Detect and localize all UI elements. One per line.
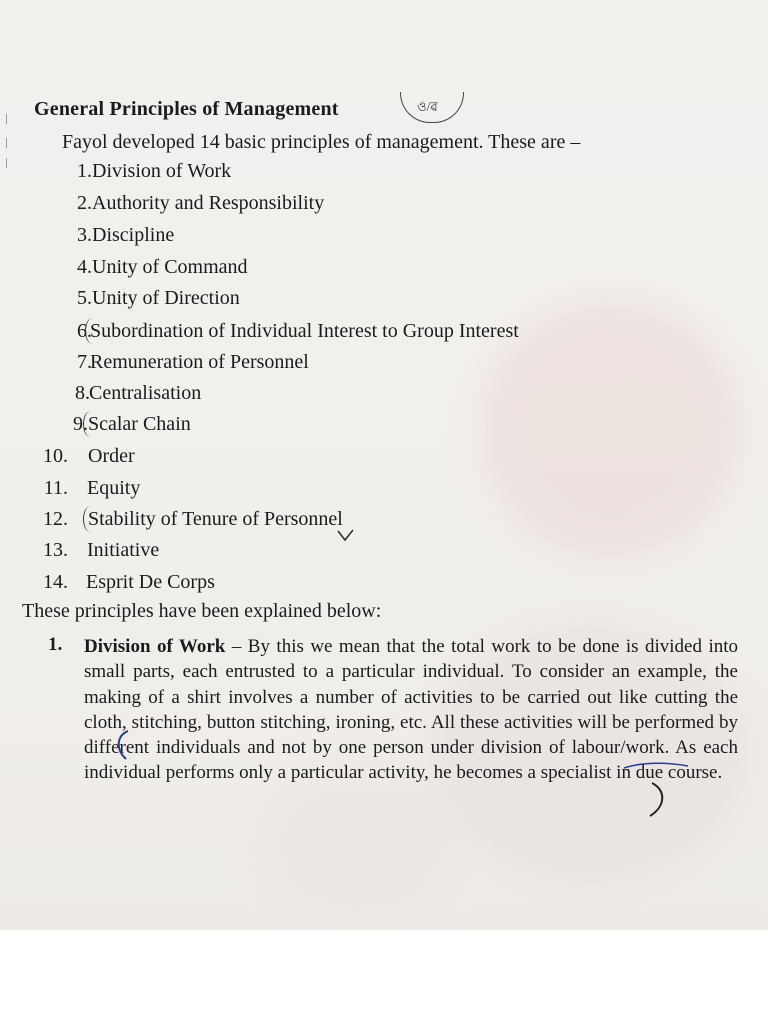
margin-tick (0, 158, 7, 168)
pen-bracket-mark (110, 728, 134, 762)
intro-line: Fayol developed 14 basic principles of management. These are – (62, 131, 581, 153)
list-item-number: 5. (77, 287, 92, 309)
handwritten-margin-note (400, 92, 464, 123)
section-number: 1. (48, 634, 63, 655)
pen-checkmark (336, 528, 356, 544)
list-item-number: 3. (77, 224, 92, 246)
margin-note-text: ও/ৱ (417, 99, 438, 114)
list-item-label: Remuneration of Personnel (90, 351, 309, 373)
list-item-number: 12. (43, 508, 68, 530)
list-item-label: Stability of Tenure of Personnel (88, 508, 343, 530)
list-item-label: Initiative (87, 539, 160, 561)
list-item-label: Authority and Responsibility (92, 192, 325, 214)
list-item-number: 10. (43, 445, 68, 467)
list-item-label: Esprit De Corps (86, 571, 215, 593)
margin-tick (0, 114, 7, 124)
list-item-label: Order (88, 445, 135, 467)
list-item-number: 2. (77, 192, 92, 214)
list-item-number: 14. (43, 571, 68, 593)
list-item-number: 1. (77, 160, 92, 182)
list-item-label: Unity of Direction (92, 287, 240, 309)
list-item-label: Subordination of Individual Interest to Group Interest (90, 320, 519, 342)
list-item-label: Equity (87, 477, 141, 499)
section-title: Division of Work (84, 636, 226, 657)
page-heading: General Principles of Management (34, 98, 339, 120)
list-item-label: Discipline (92, 224, 175, 246)
list-item-number: 8. (75, 382, 90, 404)
list-item-number: 11. (43, 477, 68, 499)
list-item-number: 9. (73, 413, 88, 435)
list-item-label: Scalar Chain (88, 413, 191, 435)
list-item-label: Unity of Command (92, 256, 248, 278)
paper-stain (480, 300, 740, 560)
list-item-label: Centralisation (89, 382, 202, 404)
explained-line: These principles have been explained below: (22, 600, 382, 622)
margin-tick (0, 138, 7, 148)
section-body: – By this we mean that the total work to be done is divided into small parts, each entrusted to a particular individual. To consider an example, the making of a shirt involves a number of activities to be carried out like cutting the cloth, stitching, button stitching, ironing, etc. All these activities will be performed by different individuals and not by one person under division of labour/work. As each individual performs only a particular activity, he becomes a specialist in due course. (84, 636, 738, 784)
list-item-label: Division of Work (92, 160, 232, 182)
list-item-number: 13. (43, 539, 68, 561)
pen-bracket-mark (644, 780, 672, 820)
list-item-number: 6. (77, 320, 92, 342)
list-item-number: 7. (77, 351, 92, 373)
pen-underline-mark (622, 760, 692, 772)
list-item-number: 4. (77, 256, 92, 278)
